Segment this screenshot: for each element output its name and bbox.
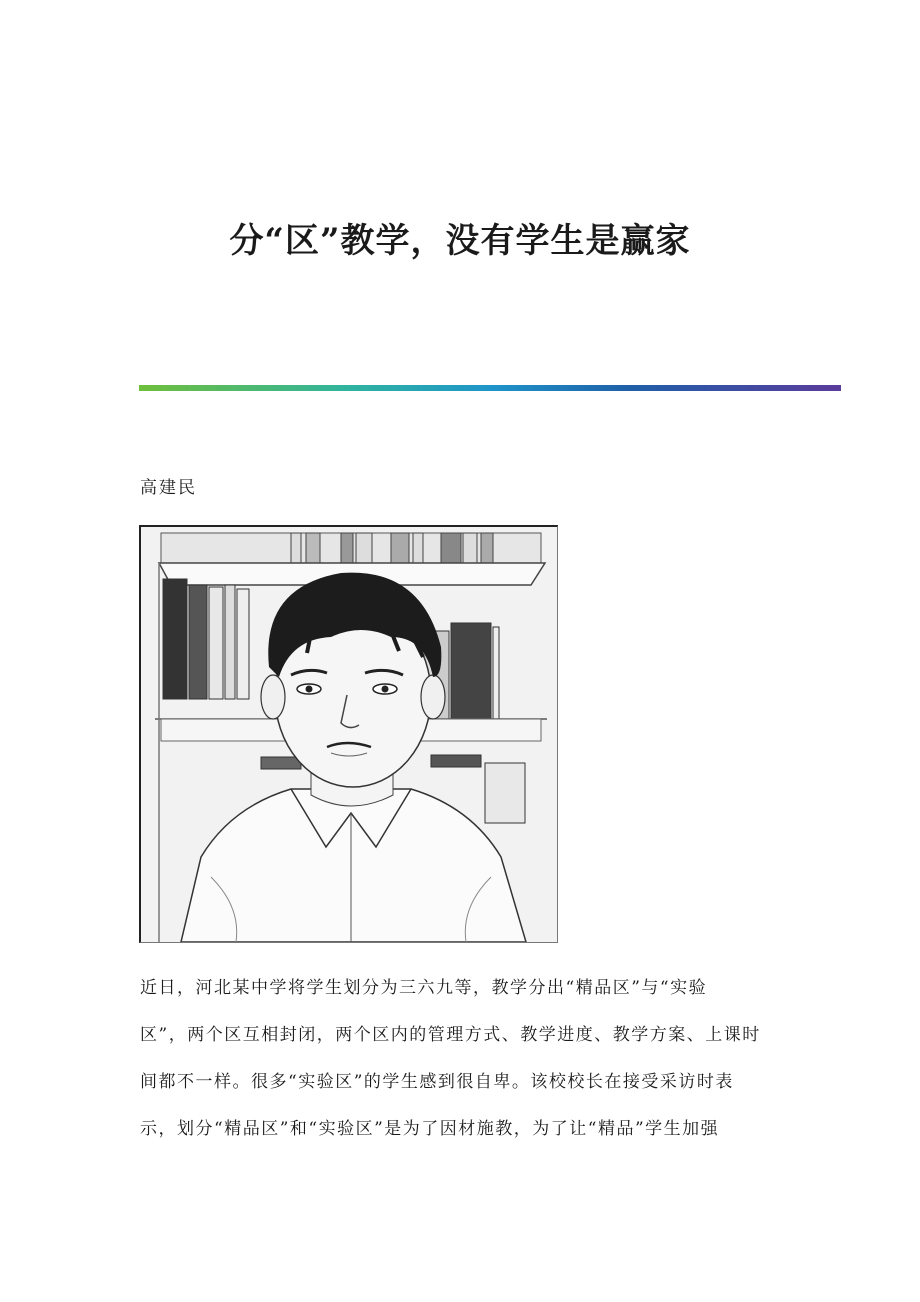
author-photo xyxy=(139,525,558,943)
article-body xyxy=(140,970,780,1158)
author-name: 高建民 xyxy=(140,478,197,498)
article-title: 分“区”教学，没有学生是赢家 xyxy=(229,221,691,261)
body-line: 示，划分“精品区”和“实验区”是为了因材施教，为了让“精品”学生加强 xyxy=(140,1119,720,1139)
body-line: 近日，河北某中学将学生划分为三六九等，教学分出“精品区”与“实验 xyxy=(140,978,708,998)
body-line: 间都不一样。很多“实验区”的学生感到很自卑。该校校长在接受采访时表 xyxy=(140,1072,734,1092)
body-line: 区”，两个区互相封闭，两个区内的管理方式、教学进度、教学方案、上课时 xyxy=(140,1025,761,1045)
title-divider xyxy=(139,385,841,391)
